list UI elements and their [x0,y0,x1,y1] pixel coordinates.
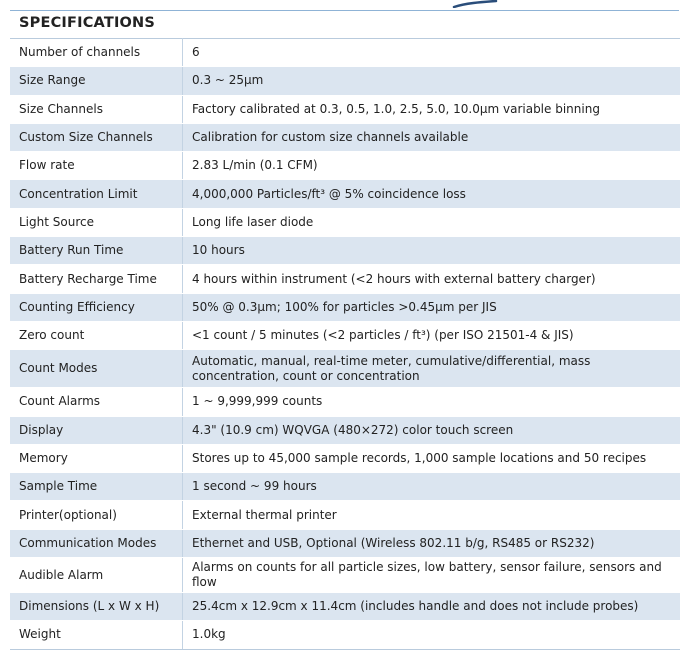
spec-value: <1 count / 5 minutes (<2 particles / ft³) (per ISO 21501-4 & JIS) [183,321,681,349]
spec-row-concentration-limit [10,180,680,208]
spec-value: 4,000,000 Particles/ft³ @ 5% coincidence loss [183,180,681,208]
spec-label: Custom Size Channels [10,123,183,151]
spec-label: Display [10,416,183,444]
spec-value: Ethernet and USB, Optional (Wireless 802.11 b/g, RS485 or RS232) [183,529,681,557]
spec-row-battery-recharge-time [10,265,680,293]
spec-row-memory [10,444,680,472]
spec-label: Zero count [10,321,183,349]
spec-value: Automatic, manual, real-time meter, cumulative/differential, mass concentration, count or concentration [183,350,681,388]
spec-value: 1 ~ 9,999,999 counts [183,388,681,416]
spec-row-sample-time [10,473,680,501]
spec-value: Factory calibrated at 0.3, 0.5, 1.0, 2.5, 5.0, 10.0μm variable binning [183,95,681,123]
spec-label: Memory [10,444,183,472]
spec-row-flow-rate [10,152,680,180]
spec-row-battery-run-time [10,237,680,265]
spec-row-dimensions [10,593,680,621]
spec-row-size-range [10,67,680,95]
spec-value: 2.83 L/min (0.1 CFM) [183,152,681,180]
spec-row-zero-count [10,321,680,349]
spec-value: 6 [183,39,681,67]
spec-label: Size Range [10,67,183,95]
spec-row-number-of-channels [10,39,680,67]
spec-label: Count Modes [10,350,183,388]
spec-label: Weight [10,621,183,649]
spec-value: Long life laser diode [183,208,681,236]
spec-label: Counting Efficiency [10,293,183,321]
spec-value: Calibration for custom size channels available [183,123,681,151]
spec-label: Communication Modes [10,529,183,557]
spec-value: 4.3" (10.9 cm) WQVGA (480×272) color touch screen [183,416,681,444]
specifications-table [10,38,680,650]
spec-row-custom-size-channels [10,123,680,151]
spec-label: Number of channels [10,39,183,67]
spec-row-audible-alarm [10,558,680,593]
spec-value: 1 second ~ 99 hours [183,473,681,501]
spec-label: Count Alarms [10,388,183,416]
spec-value: 25.4cm x 12.9cm x 11.4cm (includes handle and does not include probes) [183,593,681,621]
spec-value: 0.3 ~ 25μm [183,67,681,95]
spec-value: External thermal printer [183,501,681,529]
spec-row-counting-efficiency [10,293,680,321]
spec-value: 10 hours [183,237,681,265]
spec-row-printer [10,501,680,529]
spec-value: 1.0kg [183,621,681,649]
spec-value: Stores up to 45,000 sample records, 1,000 sample locations and 50 recipes [183,444,681,472]
spec-row-communication-modes [10,529,680,557]
spec-label: Sample Time [10,473,183,501]
spec-label: Audible Alarm [10,558,183,593]
spec-label: Size Channels [10,95,183,123]
spec-label: Printer(optional) [10,501,183,529]
spec-label: Battery Run Time [10,237,183,265]
spec-value: 50% @ 0.3μm; 100% for particles >0.45μm per JIS [183,293,681,321]
top-rule [10,10,679,11]
spec-row-display [10,416,680,444]
header-swoosh-graphic [452,0,498,8]
spec-row-weight [10,621,680,649]
section-heading: SPECIFICATIONS [19,15,156,31]
spec-value: Alarms on counts for all particle sizes, low battery, sensor failure, sensors and flow [183,558,681,593]
spec-label: Battery Recharge Time [10,265,183,293]
spec-row-size-channels [10,95,680,123]
spec-label: Flow rate [10,152,183,180]
spec-label: Concentration Limit [10,180,183,208]
spec-row-count-alarms [10,388,680,416]
spec-label: Light Source [10,208,183,236]
spec-row-light-source [10,208,680,236]
spec-label: Dimensions (L x W x H) [10,593,183,621]
spec-value: 4 hours within instrument (<2 hours with external battery charger) [183,265,681,293]
spec-row-count-modes [10,350,680,388]
